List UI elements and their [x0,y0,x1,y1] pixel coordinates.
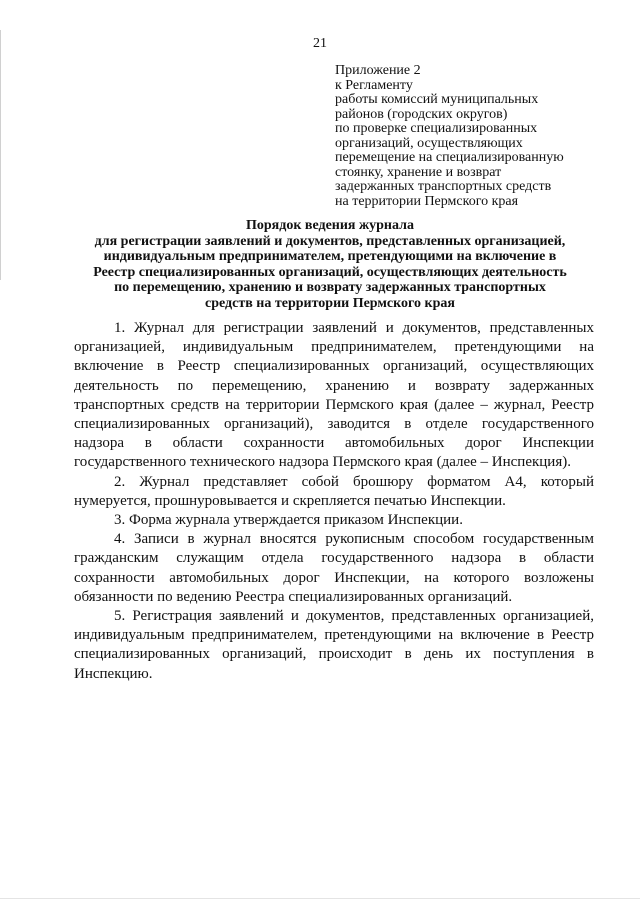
page-number: 21 [313,36,327,51]
appendix-line: на территории Пермского края [335,193,519,209]
appendix-line: районов (городских округов) [335,106,508,122]
title-line: Порядок ведения журнала [246,218,414,233]
appendix-line: задержанных транспортных средств [335,179,552,194]
paragraph-3: 3. Форма журнала утверждается приказом Инспекции. [114,512,463,529]
title-line: индивидуальным предпринимателем, претендующими на включение в [103,249,557,264]
paragraph-5: 5. Регистрация заявлений и документов, представленных организацией, индивидуальным предпринимателем, претендующими на включение в Реестр специализированных организаций, происходит в день их поступления в Инспекцию. [74,608,594,682]
appendix-line: организаций, осуществляющих [335,135,523,151]
paragraph-1: 1. Журнал для регистрации заявлений и документов, представленных организацией, индивидуальным предпринимателем, претендующими на включение в Реестр специализированных организаций, осуществляющих деятельность по перемещению, хранению и возврату задержанных транспортных средств на территории Пермского края (далее – журнал, Реестр специализированных организаций), заводится в отделе государственного надзора в области сохранности автомобильных дорог Инспекции государственного технического надзора Пермского края (далее – Инспекция). [74,320,594,471]
title-line: для регистрации заявлений и документов, представленных организацией, [94,233,566,249]
scan-bottom-edge [0,898,640,899]
title-line: по перемещению, хранению и возврату задержанных транспортных [114,280,546,295]
paragraph-2: 2. Журнал представляет собой брошюру форматом А4, который нумеруется, прошнуровывается и скрепляется печатью Инспекции. [74,473,594,509]
appendix-line: к Регламенту [335,77,413,93]
document-body [74,319,594,684]
appendix-header [335,64,625,209]
appendix-line: по проверке специализированных [335,121,538,136]
appendix-line: Приложение 2 [335,63,421,78]
document-title [60,218,600,311]
scan-edge-mark [0,30,1,280]
appendix-line: перемещение на специализированную [335,150,564,165]
paragraph-4: 4. Записи в журнал вносятся рукописным способом государственным гражданским служащим отдела государственного надзора в области сохранности автомобильных дорог Инспекции, на которого возложены обязанности по ведению Реестра специализированных организаций. [74,531,594,605]
appendix-line: стоянку, хранение и возврат [335,164,502,180]
title-line: средств на территории Пермского края [205,295,455,311]
title-line: Реестр специализированных организаций, осуществляющих деятельность [93,264,567,280]
appendix-line: работы комиссий муниципальных [335,92,539,107]
